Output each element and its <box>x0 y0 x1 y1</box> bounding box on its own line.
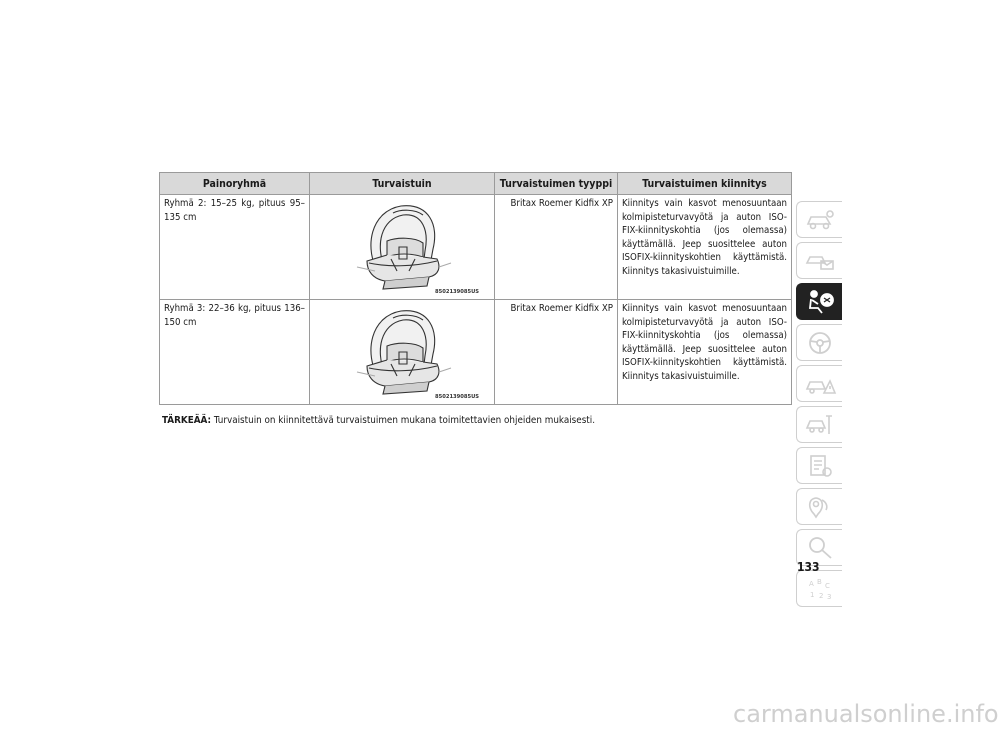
tab-safety[interactable] <box>796 283 842 320</box>
svg-text:1: 1 <box>809 590 814 599</box>
image-code: 8502139085US <box>435 289 480 295</box>
child-seat-illustration <box>327 197 480 297</box>
svg-text:2: 2 <box>818 591 823 600</box>
table-header-row <box>160 173 792 195</box>
cell-seat-type: Britax Roemer Kidfix XP <box>495 195 618 300</box>
header-seat-type: Turvaistuimen tyyppi <box>495 173 618 195</box>
child-seat-illustration <box>327 302 480 402</box>
cell-installation: Kiinnitys vain kasvot menosuuntaan kolmipisteturvavyötä ja auton ISO-FIX-kiinnityskohtia (jos olemassa) käyttämällä. Jeep suosittelee auton ISOFIX-kiinnityskohtien käyttämistä. Kiinnitys takasivuistuimille. <box>618 300 792 405</box>
magnifier-icon <box>804 535 836 561</box>
tab-driving[interactable] <box>796 324 842 361</box>
chapter-tabs <box>796 201 842 611</box>
tab-multimedia[interactable] <box>796 488 842 525</box>
svg-text:C: C <box>824 581 830 590</box>
tab-getting-started[interactable] <box>796 242 842 279</box>
header-installation: Turvaistuimen kiinnitys <box>618 173 792 195</box>
svg-text:A: A <box>808 579 814 588</box>
cell-seat-image <box>310 195 495 300</box>
table-row <box>160 300 792 405</box>
cell-installation: Kiinnitys vain kasvot menosuuntaan kolmipisteturvavyötä ja auton ISO-FIX-kiinnityskohtia (jos olemassa) käyttämällä. Jeep suosittelee auton ISOFIX-kiinnityskohtien käyttämistä. Kiinnitys takasivuistuimille. <box>618 195 792 300</box>
watermark: carmanualsonline.info <box>733 700 999 728</box>
car-mail-icon <box>804 249 836 273</box>
cell-weight-group: Ryhmä 3: 22–36 kg, pituus 136–150 cm <box>160 300 310 405</box>
steering-wheel-icon <box>804 330 836 356</box>
header-weight-group: Painoryhmä <box>160 173 310 195</box>
index-letters-icon <box>804 576 836 602</box>
table-row <box>160 195 792 300</box>
tab-technical[interactable] <box>796 447 842 484</box>
child-seat-table <box>159 172 792 405</box>
car-warning-icon <box>804 371 836 397</box>
airbag-seat-icon <box>804 289 836 315</box>
car-tools-icon <box>804 412 836 438</box>
map-pin-icon <box>804 494 836 520</box>
tab-emergency[interactable] <box>796 365 842 402</box>
cell-seat-type: Britax Roemer Kidfix XP <box>495 300 618 405</box>
checklist-icon <box>804 453 836 479</box>
note-label: TÄRKEÄÄ: <box>162 415 212 426</box>
important-note <box>162 415 595 426</box>
car-instrument-icon <box>804 208 836 232</box>
cell-seat-image <box>310 300 495 405</box>
header-child-seat: Turvaistuin <box>310 173 495 195</box>
tab-instruments[interactable] <box>796 201 842 238</box>
svg-text:3: 3 <box>826 592 831 601</box>
svg-text:B: B <box>816 577 822 586</box>
note-text: Turvaistuin on kiinnitettävä turvaistuimen mukana toimitettavien ohjeiden mukaisesti. <box>213 415 595 426</box>
image-code: 8502139085US <box>435 394 480 400</box>
tab-index[interactable] <box>796 570 842 607</box>
cell-weight-group: Ryhmä 2: 15–25 kg, pituus 95–135 cm <box>160 195 310 300</box>
tab-service[interactable] <box>796 406 842 443</box>
page-number: 133 <box>797 560 820 574</box>
